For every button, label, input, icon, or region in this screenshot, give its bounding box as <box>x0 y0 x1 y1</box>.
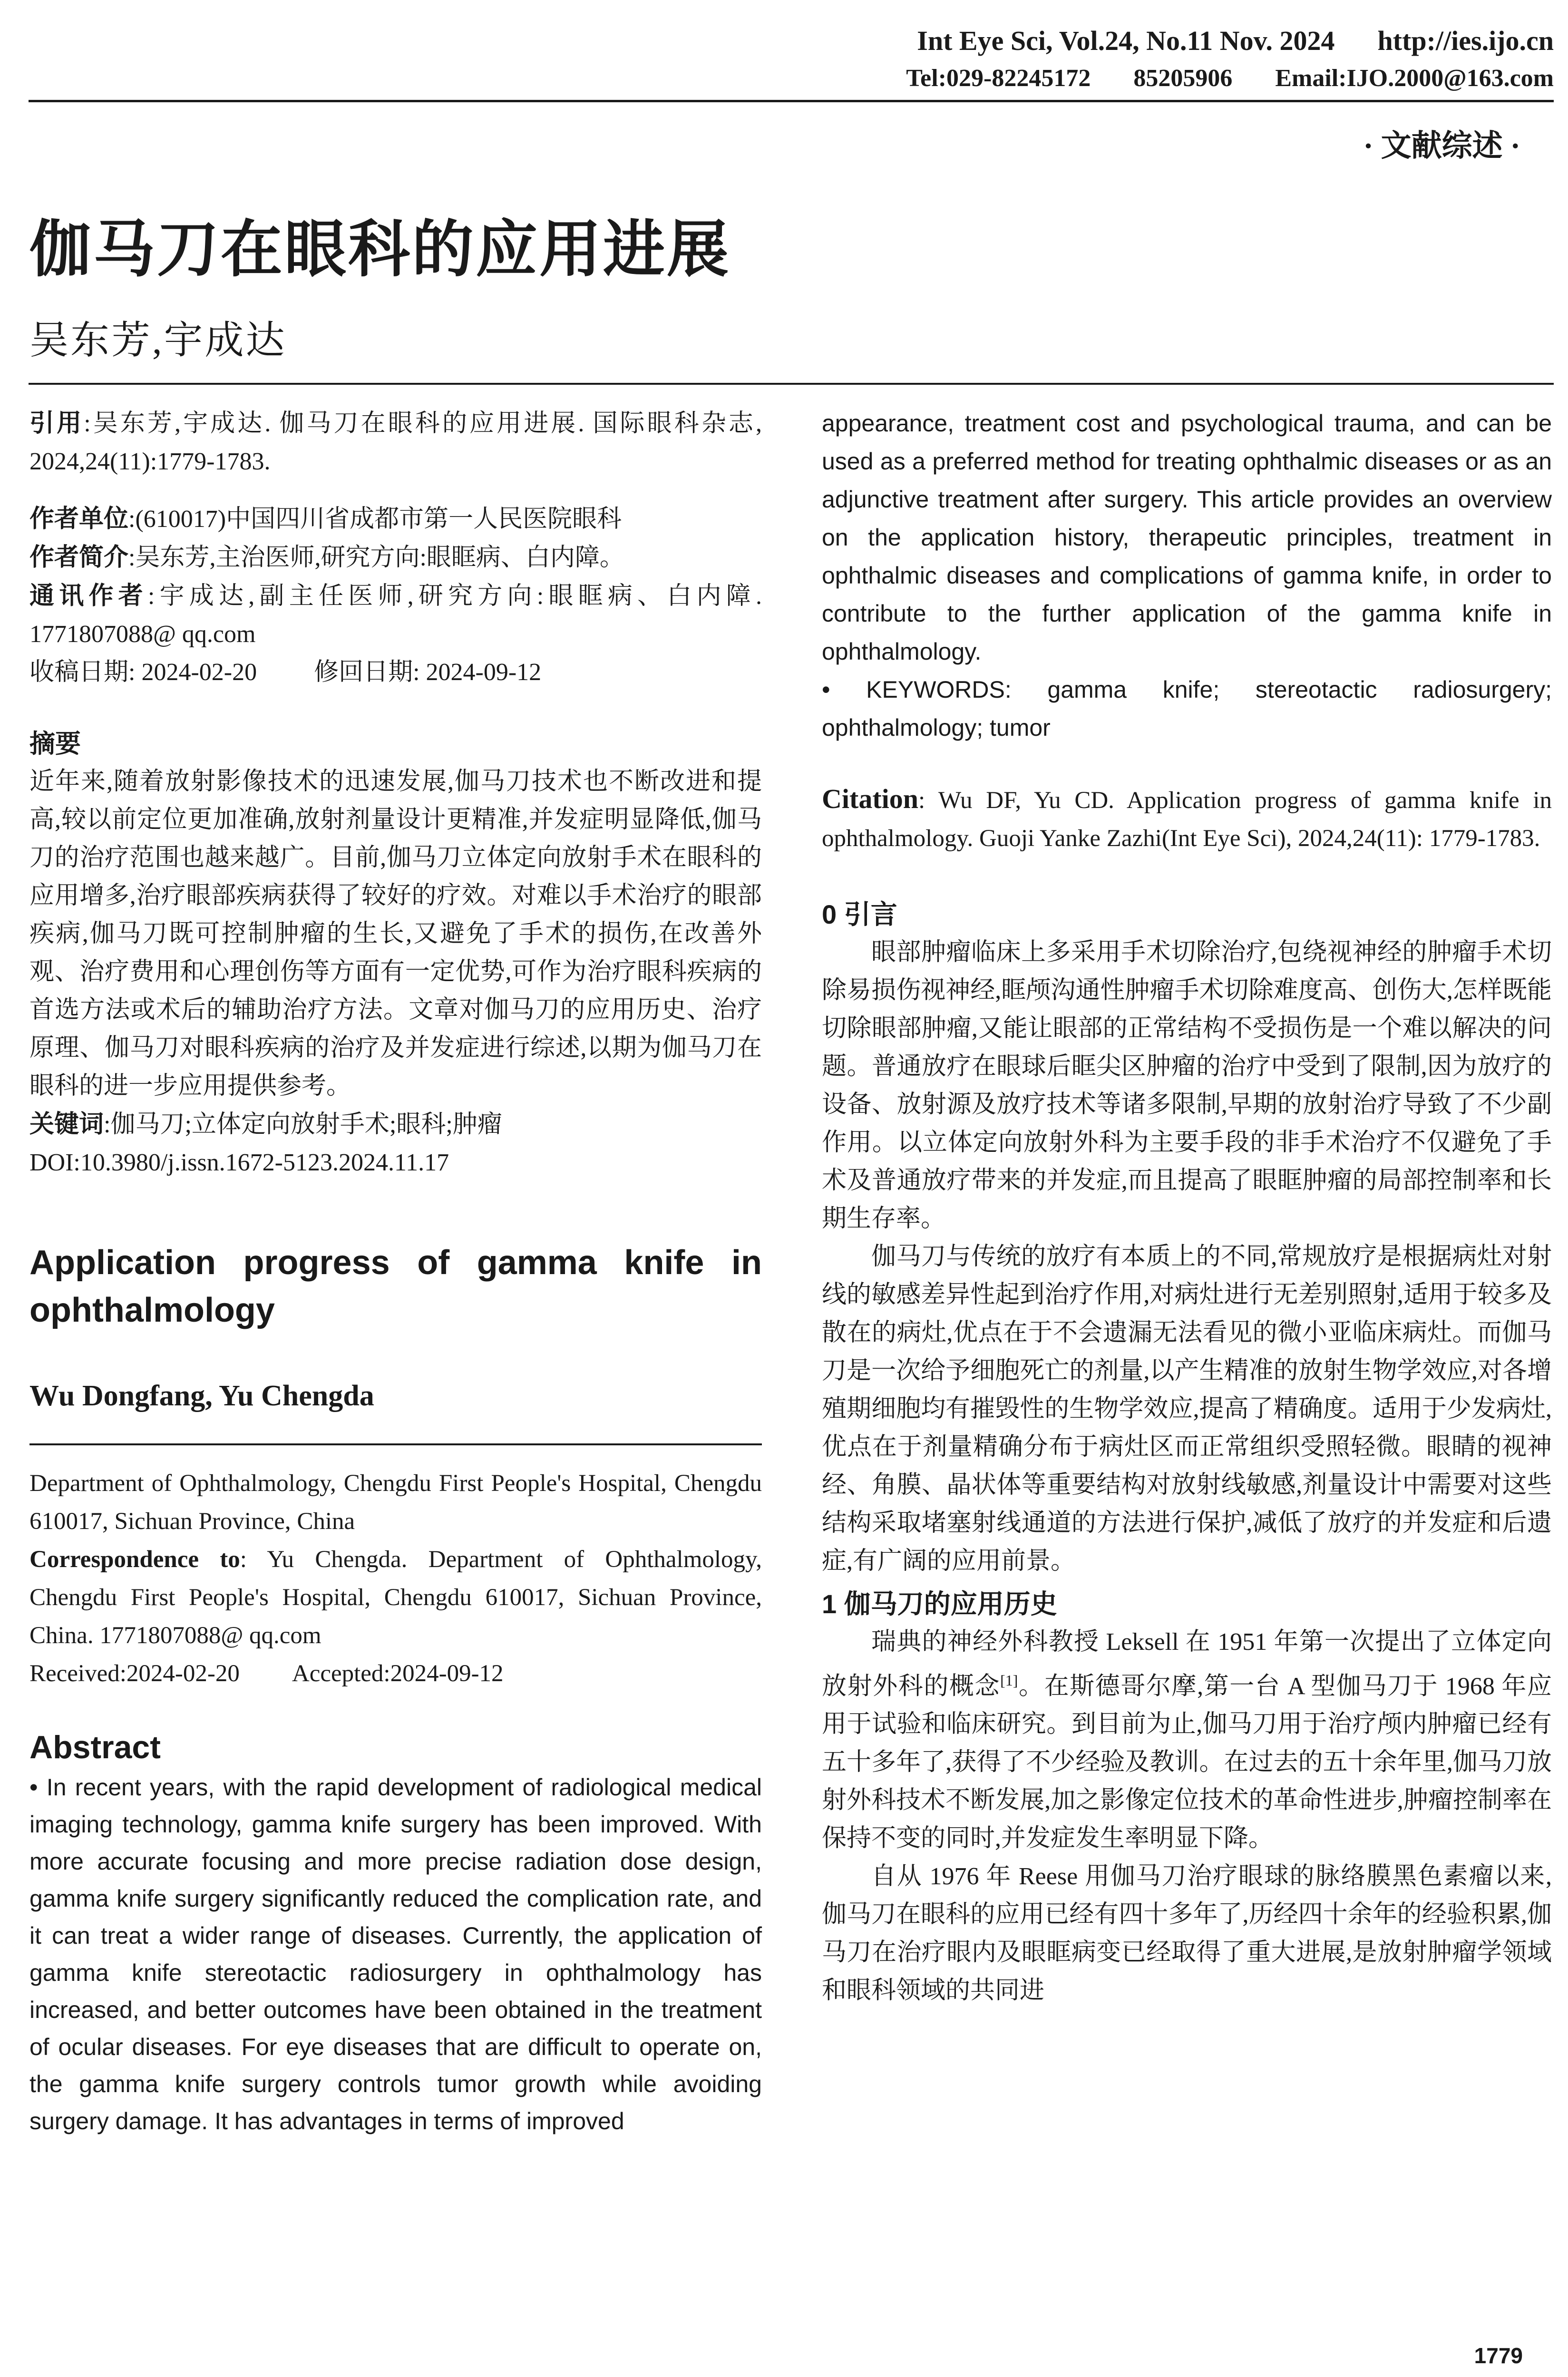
article-title: 伽马刀在眼科的应用进展 <box>29 216 731 284</box>
section-1-heading: 1 伽马刀的应用历史 <box>822 1589 1057 1619</box>
doi[interactable]: DOI:10.3980/j.issn.1672-5123.2024.11.17 <box>29 1149 449 1176</box>
journal-tel: Tel:029-82245172 <box>906 65 1091 92</box>
article-authors: 吴东芳,宇成达 <box>29 319 287 362</box>
author-bio-cn: 作者简介:吴东芳,主治医师,研究方向:眼眶病、白内障。 <box>29 544 624 571</box>
right-column <box>822 404 1552 2010</box>
correspondence-cn: 通讯作者:宇成达,副主任医师,研究方向:眼眶病、白内障. 1771807088@ qq.com <box>29 582 762 648</box>
english-authors-rule <box>29 1443 762 1445</box>
journal-header <box>0 0 1568 105</box>
left-column <box>29 404 762 2140</box>
section-0-paragraph-2: 伽马刀与传统的放疗有本质上的不同,常规放疗是根据病灶对射线的敏感差异性起到治疗作用,对病灶进行无差别照射,适用于较多及散在的病灶,优点在于不会遗漏无法看见的微小亚临床病灶。而伽马刀是一次给予细胞死亡的剂量,以产生精准的放射生物学效应,对各增殖期细胞均有摧毁性的生物学效应,提高了精确度。适用于少发病灶,优点在于剂量精确分布于病灶区而正常组织受照轻微。眼睛的视神经、角膜、晶状体等重要结构对放射线敏感,剂量设计中需要对这些结构采取堵塞射线通道的方法进行保护,减低了放疗的并发症和后遗症,有广阔的应用前景。 <box>822 1243 1552 1575</box>
english-citation: Citation: Wu DF, Yu CD. Application progress of gamma knife in ophthalmology. Guoji Yanke Zazhi(Int Eye Sci), 2024,24(11): 1779-1783. <box>822 783 1552 852</box>
english-abstract-continued: appearance, treatment cost and psychological trauma, and can be used as a preferred method for treating ophthalmic diseases or as an adjunctive treatment after surgery. This article provides an overview on the application history, therapeutic principles, treatment in ophthalmic diseases and complications of gamma knife, in order to contribute to the further application of the gamma knife in ophthalmology. <box>822 410 1552 665</box>
section-1-paragraph-2: 自从 1976 年 Reese 用伽马刀治疗眼球的脉络膜黑色素瘤以来,伽马刀在眼科的应用已经有四十多年了,历经四十余年的经验积累,伽马刀在治疗眼内及眼眶病变已经取得了重大进展,是放射肿瘤学领域和眼科领域的共同进 <box>822 1863 1552 2005</box>
title-rule <box>29 383 1554 385</box>
journal-tel2: 85205906 <box>1133 65 1233 92</box>
journal-url[interactable]: http://ies.ijo.cn <box>1377 25 1554 56</box>
section-1-paragraph-1: 瑞典的神经外科教授 Leksell 在 1951 年第一次提出了立体定向放射外科的概念[1]。在斯德哥尔摩,第一台 A 型伽马刀于 1968 年应用于试验和临床研究。到目前为止,伽马刀用于治疗颅内肿瘤已经有五十多年了,获得了不少经验及教训。在过去的五十余年里,伽马刀放射外科技术不断发展,加之影像定位技术的革命性进步,肿瘤控制率在保持不变的同时,并发症发生率明显下降。 <box>822 1628 1552 1852</box>
keywords-cn: 关键词:伽马刀;立体定向放射手术;眼科;肿瘤 <box>29 1111 502 1138</box>
english-abstract-body: • In recent years, with the rapid development of radiological medical imaging technology, gamma knife surgery has been improved. With more accurate focusing and more precise radiation dose design, gamma knife surgery significantly reduced the complication rate, and it can treat a wider range of diseases. Currently, the application of gamma knife stereotactic radiosurgery in ophthalmology has increased, and better outcomes have been obtained in the treatment of ocular diseases. For eye diseases that are difficult to operate on, the gamma knife surgery controls tumor growth while avoiding surgery damage. It has advantages in terms of improved <box>29 1769 762 2140</box>
reference-link[interactable]: [1] <box>1000 1672 1018 1689</box>
english-correspondence: Correspondence to: Yu Chengda. Department of Ophthalmology, Chengdu First People's Hospital, Chengdu 610017, Sichuan Province, China. 1771807088@ qq.com <box>29 1546 762 1649</box>
english-authors: Wu Dongfang, Yu Chengda <box>29 1380 374 1412</box>
section-0-heading: 0 引言 <box>822 899 897 929</box>
section-0-paragraph-1: 眼部肿瘤临床上多采用手术切除治疗,包绕视神经的肿瘤手术切除易损伤视神经,眶颅沟通性肿瘤手术切除难度高、创伤大,怎样既能切除眼部肿瘤,又能让眼部的正常结构不受损伤是一个难以解决的问题。普通放疗在眼球后眶尖区肿瘤的治疗中受到了限制,因为放疗的设备、放射源及放疗技术等诸多限制,早期的放射治疗导致了不少副作用。以立体定向放射外科为主要手段的非手术治疗不仅避免了手术及普通放疗带来的并发症,而且提高了眼眶肿瘤的局部控制率和长期生存率。 <box>822 939 1552 1232</box>
abstract-heading-cn: 摘要 <box>29 730 81 758</box>
header-rule <box>29 100 1554 102</box>
journal-email[interactable]: Email:IJO.2000@163.com <box>1275 65 1554 92</box>
section-tag: · 文献综述 · <box>1363 129 1520 163</box>
english-abstract-heading: Abstract <box>29 1729 161 1765</box>
journal-contact-line <box>906 64 1554 92</box>
citation-cn: 引用:吴东芳,宇成达. 伽马刀在眼科的应用进展. 国际眼科杂志, 2024,24(11):1779-1783. <box>29 409 762 475</box>
english-affiliation: Department of Ophthalmology, Chengdu First People's Hospital, Chengdu 610017, Sichuan Province, China <box>29 1470 762 1535</box>
english-dates: Received:2024-02-20 Accepted:2024-09-12 <box>29 1660 504 1687</box>
affiliation-cn: 作者单位:(610017)中国四川省成都市第一人民医院眼科 <box>29 505 622 533</box>
abstract-body-cn: 近年来,随着放射影像技术的迅速发展,伽马刀技术也不断改进和提高,较以前定位更加准确,放射剂量设计更精准,并发症明显降低,伽马刀的治疗范围也越来越广。目前,伽马刀立体定向放射手术在眼科的应用增多,治疗眼部疾病获得了较好的疗效。对难以手术治疗的眼部疾病,伽马刀既可控制肿瘤的生长,又避免了手术的损伤,在改善外观、治疗费用和心理创伤等方面有一定优势,可作为治疗眼科疾病的首选方法或术后的辅助治疗方法。文章对伽马刀的应用历史、治疗原理、伽马刀对眼科疾病的治疗及并发症进行综述,以期为伽马刀在眼科的进一步应用提供参考。 <box>29 768 762 1100</box>
journal-citation: Int Eye Sci, Vol.24, No.11 Nov. 2024 <box>917 25 1335 56</box>
page-number: 1779 <box>1474 2343 1523 2368</box>
dates-cn: 收稿日期: 2024-02-20 修回日期: 2024-09-12 <box>29 659 542 686</box>
journal-info-line <box>917 25 1554 57</box>
english-title: Application progress of gamma knife in ophthalmology <box>29 1244 762 1329</box>
english-keywords: • KEYWORDS: gamma knife; stereotactic radiosurgery; ophthalmology; tumor <box>822 676 1552 741</box>
